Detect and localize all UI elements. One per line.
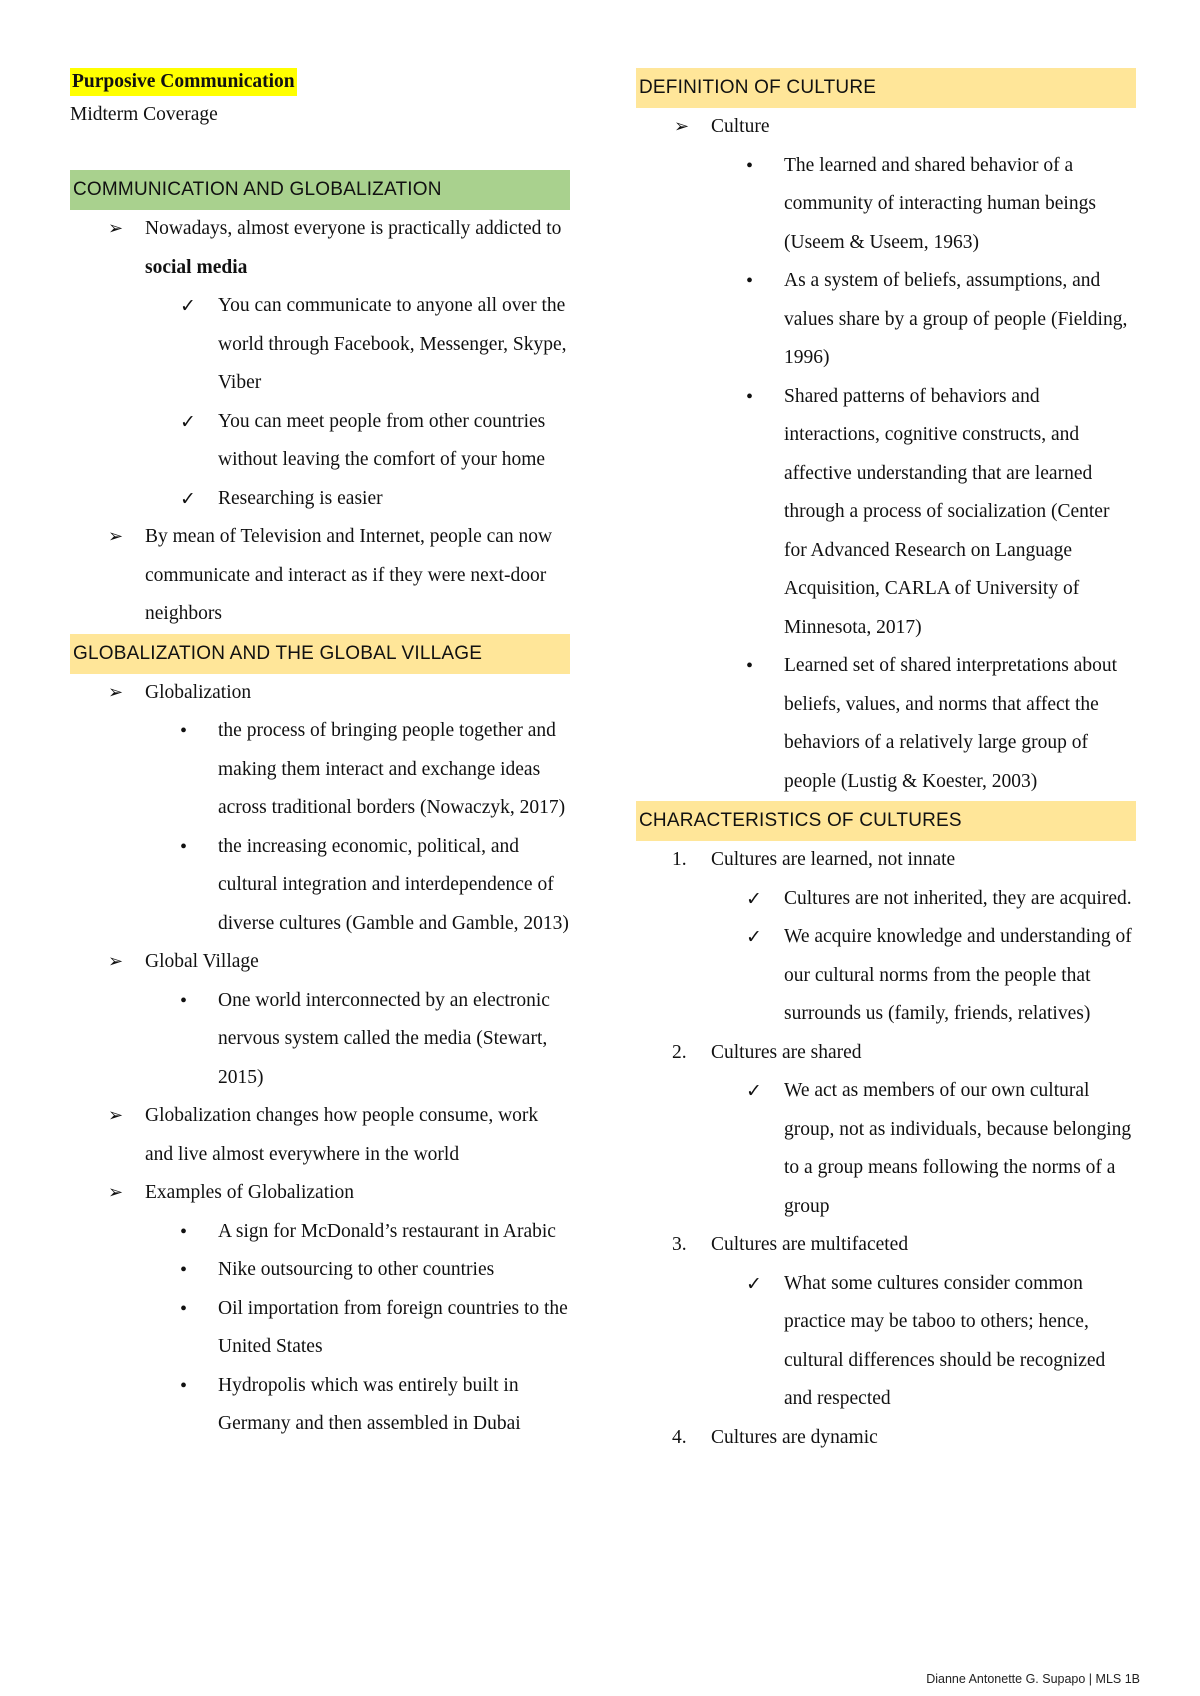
- list-item: [636, 378, 1136, 648]
- list-item: [636, 918, 1136, 1034]
- dot-bullet-icon: •: [746, 385, 754, 408]
- left-column: [70, 68, 570, 1444]
- list-item: [636, 647, 1136, 801]
- list-item: [70, 518, 570, 634]
- list-item: [636, 262, 1136, 378]
- list-item-text: As a system of beliefs, assumptions, and values share by a group of people (Fielding, 1996): [784, 270, 1128, 368]
- list-item-text: We acquire knowledge and understanding of our cultural norms from the people that surrounds us (family, friends, relatives): [784, 926, 1132, 1024]
- dot-bullet-icon: •: [180, 1220, 188, 1243]
- list-item: [636, 1265, 1136, 1419]
- right-column: [636, 68, 1136, 1457]
- numbered-item: [636, 1034, 1136, 1073]
- dot-bullet-icon: •: [746, 655, 754, 677]
- page-footer-author: Dianne Antonette G. Supapo | MLS 1B: [926, 1672, 1140, 1686]
- list-item-text: By mean of Television and Internet, people can now communicate and interact as if they were next-door neighbors: [145, 526, 553, 624]
- list-item: [70, 210, 570, 287]
- list-item: [70, 1251, 570, 1290]
- list-item-text: Global Village: [145, 951, 259, 972]
- checkmark-bullet-icon: ✓: [180, 487, 196, 510]
- numbered-item: [636, 1419, 1136, 1458]
- list-item-text: We act as members of our own cultural group, not as individuals, because belonging to a group means following the norms of a group: [784, 1080, 1132, 1217]
- list-item-text: Globalization: [145, 681, 252, 703]
- section-heading-definition-of-culture: DEFINITION OF CULTURE: [636, 68, 1136, 108]
- arrow-bullet-icon: ➢: [674, 116, 690, 137]
- list-item: [70, 1097, 570, 1174]
- list-item-text: Cultures are multifaceted: [711, 1234, 909, 1255]
- numbered-item: [636, 1226, 1136, 1265]
- bold-term: social media: [145, 256, 248, 278]
- list-item: [70, 943, 570, 982]
- section-heading-global-village: GLOBALIZATION AND THE GLOBAL VILLAGE: [70, 634, 570, 674]
- dot-bullet-icon: •: [180, 1297, 188, 1320]
- dot-bullet-icon: •: [180, 1259, 188, 1281]
- list-item: [70, 828, 570, 944]
- list-item-text: Globalization changes how people consume, work and live almost everywhere in the world: [145, 1105, 539, 1165]
- arrow-bullet-icon: ➢: [108, 1105, 124, 1126]
- list-item: [636, 108, 1136, 147]
- list-item-text: You can communicate to anyone all over the world through Facebook, Messenger, Skype, Viber: [218, 295, 567, 393]
- list-item-text: Nowadays, almost everyone is practically addicted to social media: [145, 218, 562, 278]
- dot-bullet-icon: •: [180, 720, 188, 742]
- item-number: 1.: [672, 849, 687, 870]
- checkmark-bullet-icon: ✓: [746, 926, 762, 948]
- list-item: [70, 403, 570, 480]
- dot-bullet-icon: •: [180, 1374, 188, 1397]
- checkmark-bullet-icon: ✓: [746, 1080, 762, 1102]
- list-item: [70, 982, 570, 1098]
- list-item-text: Culture: [711, 116, 770, 137]
- document-title: Purposive Communication: [70, 68, 297, 96]
- list-item-text: Learned set of shared interpretations about beliefs, values, and norms that affect the behaviors of a relatively large group of people (Lustig & Koester, 2003): [784, 655, 1117, 792]
- section-heading-characteristics-of-cultures: CHARACTERISTICS OF CULTURES: [636, 801, 1136, 841]
- item-number: 4.: [672, 1426, 687, 1448]
- arrow-bullet-icon: ➢: [108, 1182, 124, 1203]
- section-heading-communication-globalization: COMMUNICATION AND GLOBALIZATION: [70, 170, 570, 210]
- list-item-text: You can meet people from other countries without leaving the comfort of your home: [218, 410, 546, 470]
- checkmark-bullet-icon: ✓: [180, 295, 196, 317]
- document-subtitle: Midterm Coverage: [70, 104, 218, 125]
- dot-bullet-icon: •: [180, 835, 188, 858]
- list-item-text: Examples of Globalization: [145, 1182, 355, 1203]
- arrow-bullet-icon: ➢: [108, 951, 124, 972]
- checkmark-bullet-icon: ✓: [180, 410, 196, 433]
- list-item: [70, 674, 570, 713]
- item-number: 2.: [672, 1041, 687, 1063]
- list-item-text: The learned and shared behavior of a community of interacting human beings (Useem & Useem, 1963): [784, 154, 1096, 253]
- list-item-text: Hydropolis which was entirely built in Germany and then assembled in Dubai: [218, 1374, 521, 1434]
- dot-bullet-icon: •: [180, 989, 188, 1012]
- list-item: [70, 1290, 570, 1367]
- dot-bullet-icon: •: [746, 154, 754, 177]
- list-item: [70, 1367, 570, 1444]
- dot-bullet-icon: •: [746, 270, 754, 292]
- checkmark-bullet-icon: ✓: [746, 1272, 762, 1295]
- title-line: [70, 68, 570, 96]
- checkmark-bullet-icon: ✓: [746, 887, 762, 910]
- list-item-text: Oil importation from foreign countries to the United States: [218, 1297, 568, 1357]
- numbered-item: [636, 841, 1136, 880]
- list-item-text: Shared patterns of behaviors and interactions, cognitive constructs, and affective understanding that are learned through a process of socialization (Center for Advanced Research on Language Acquisition, CARLA of University of Minnesota, 2017): [784, 385, 1110, 638]
- list-item: [70, 287, 570, 403]
- list-item-text: Cultures are learned, not innate: [711, 849, 956, 870]
- list-item: [70, 1213, 570, 1252]
- list-item: [636, 880, 1136, 919]
- list-item-text: A sign for McDonald’s restaurant in Arabic: [218, 1220, 556, 1242]
- list-item-text: the process of bringing people together and making them interact and exchange ideas across traditional borders (Nowaczyk, 2017): [218, 720, 566, 818]
- list-item: [70, 1174, 570, 1213]
- spacer: [70, 134, 570, 170]
- list-item-text: Nike outsourcing to other countries: [218, 1259, 495, 1280]
- list-item-text: Cultures are dynamic: [711, 1426, 878, 1448]
- list-item: [636, 147, 1136, 263]
- list-item-text: What some cultures consider common practice may be taboo to others; hence, cultural differences should be recognized and respected: [784, 1272, 1106, 1409]
- list-item: [70, 480, 570, 519]
- arrow-bullet-icon: ➢: [108, 526, 124, 547]
- item-number: 3.: [672, 1234, 687, 1255]
- list-item: [636, 1072, 1136, 1226]
- list-item-text: the increasing economic, political, and cultural integration and interdependence of diverse cultures (Gamble and Gamble, 2013): [218, 835, 569, 934]
- arrow-bullet-icon: ➢: [108, 218, 124, 239]
- arrow-bullet-icon: ➢: [108, 681, 124, 703]
- list-item: [70, 712, 570, 828]
- list-item-text: One world interconnected by an electronic nervous system called the media (Stewart, 2015): [218, 989, 550, 1088]
- list-item-text: Cultures are not inherited, they are acquired.: [784, 887, 1132, 909]
- list-item-text: Researching is easier: [218, 487, 383, 509]
- list-item-text: Cultures are shared: [711, 1041, 862, 1063]
